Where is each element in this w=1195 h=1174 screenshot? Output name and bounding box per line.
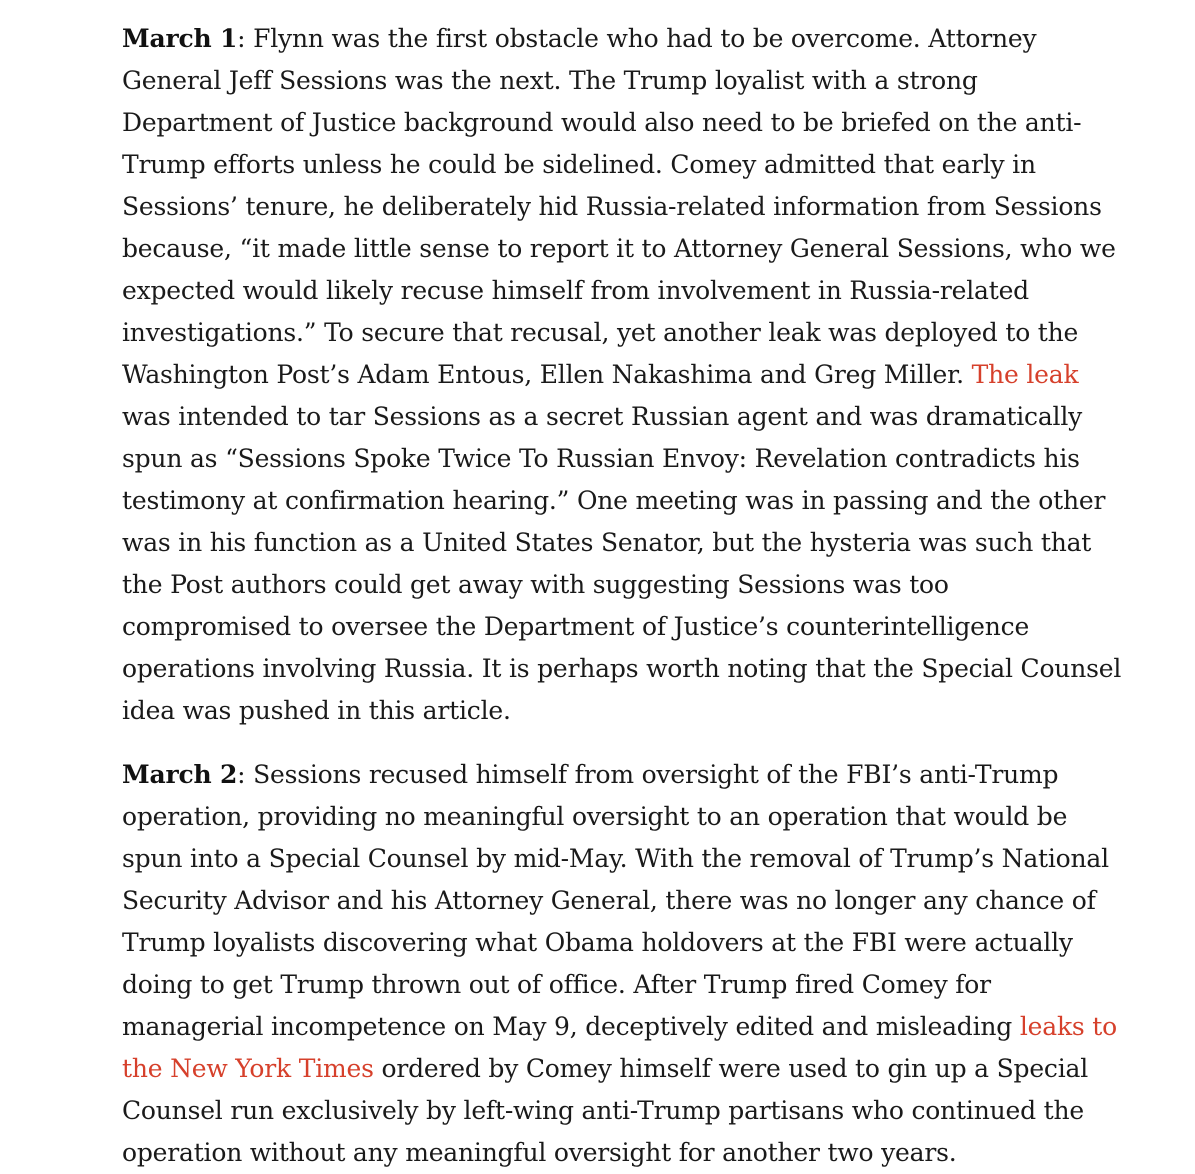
paragraph-march-2 <box>122 754 1125 1174</box>
nyt-leaks-link[interactable]: leaks to the New York Times <box>122 1012 1117 1083</box>
date-heading-march-2: March 2 <box>122 760 238 789</box>
paragraph-march-1 <box>122 18 1125 732</box>
paragraph-text-before-link: : Flynn was the first obstacle who had to be overcome. Attorney General Jeff Sessions was the next. The Trump loyalist with a strong Department of Justice background would also need to be briefed on the anti-Trump efforts unless he could be sidelined. Comey admitted that early in Sessions’ tenure, he deliberately hid Russia-related information from Sessions because, “it made little sense to report it to Attorney General Sessions, who we expected would likely recuse himself from involvement in Russia-related investigations.” To secure that recusal, yet another leak was deployed to the Washington Post’s Adam Entous, Ellen Nakashima and Greg Miller. <box>122 24 1116 389</box>
date-heading-march-1: March 1 <box>122 24 238 53</box>
paragraph-text-after-link: was intended to tar Sessions as a secret Russian agent and was dramatically spun as “Sessions Spoke Twice To Russian Envoy: Revelation contradicts his testimony at confirmation hearing.” One meeting was in passing and the other was in his function as a United States Senator, but the hysteria was such that the Post authors could get away with suggesting Sessions was too compromised to oversee the Department of Justice’s counterintelligence operations involving Russia. It is perhaps worth noting that the Special Counsel idea was pushed in this article. <box>122 402 1122 725</box>
paragraph-text-after-link: ordered by Comey himself were used to gin up a Special Counsel run exclusively by left-wing anti-Trump partisans who continued the operation without any meaningful oversight for another two years. <box>122 1054 1089 1167</box>
the-leak-link[interactable]: The leak <box>971 360 1079 389</box>
paragraph-text-before-link: : Sessions recused himself from oversight of the FBI’s anti-Trump operation, providing no meaningful oversight to an operation that would be spun into a Special Counsel by mid-May. With the removal of Trump’s National Security Advisor and his Attorney General, there was no longer any chance of Trump loyalists discovering what Obama holdovers at the FBI were actually doing to get Trump thrown out of office. After Trump fired Comey for managerial incompetence on May 9, deceptively edited and misleading <box>122 760 1109 1041</box>
